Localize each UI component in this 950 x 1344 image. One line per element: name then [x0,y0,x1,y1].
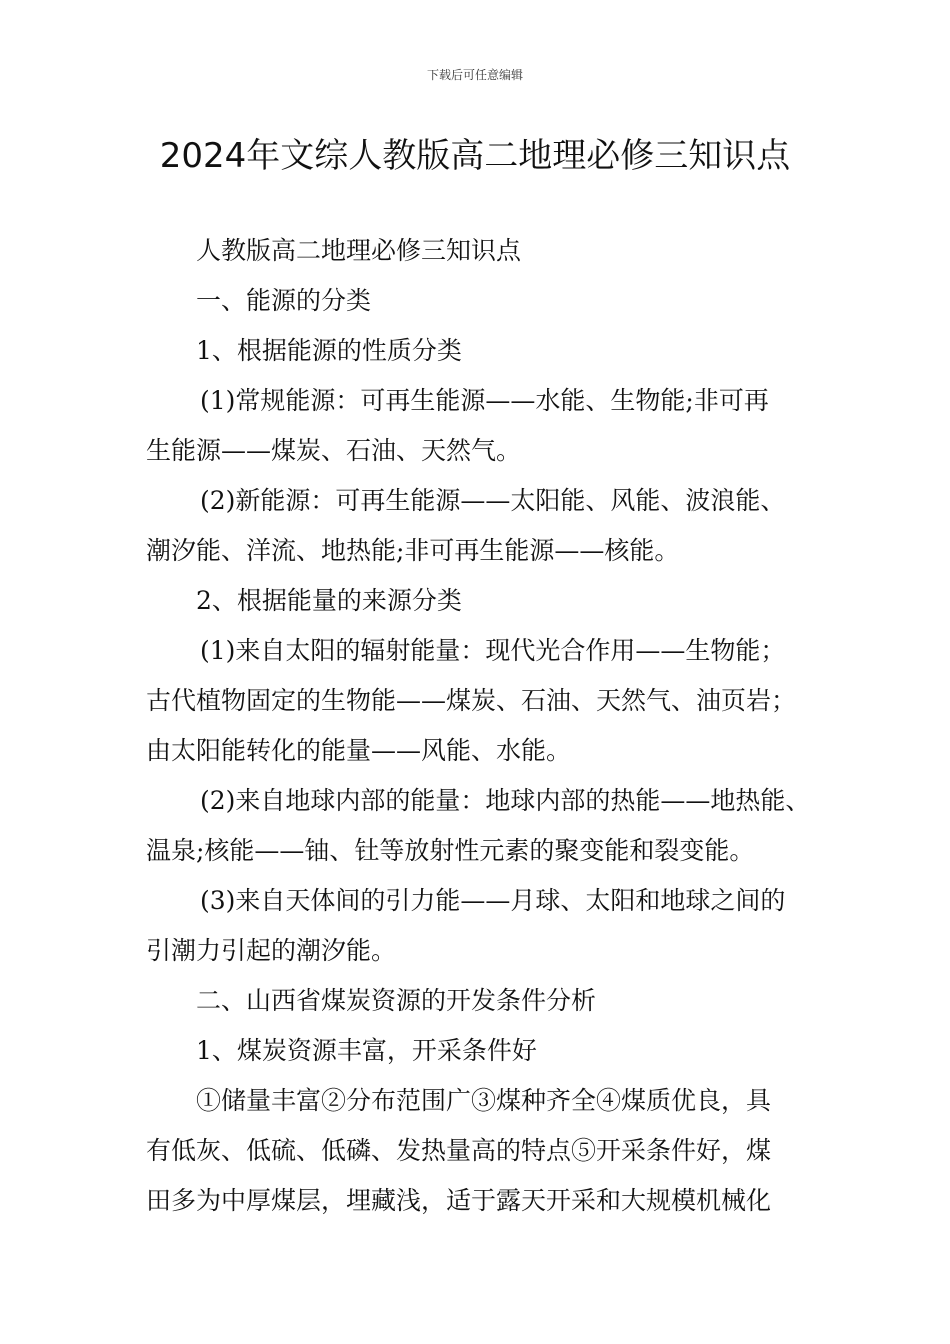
document-title: 2024年文综人教版高二地理必修三知识点 [159,136,791,176]
paragraph-line: 田多为中厚煤层，埋藏浅，适于露天开采和大规模机械化 [146,1186,772,1215]
paragraph-line: 一、能源的分类 [196,286,372,315]
paragraph-line: (1)来自太阳的辐射能量：现代光合作用——生物能； [200,636,786,665]
document-body [146,226,836,1226]
paragraph-line: 引潮力引起的潮汐能。 [146,936,397,965]
paragraph-line: 1、煤炭资源丰富，开采条件好 [196,1036,537,1065]
paragraph-line: 1、根据能源的性质分类 [196,336,462,365]
paragraph-line: (3)来自天体间的引力能——月球、太阳和地球之间的 [200,886,786,915]
paragraph-line: 由太阳能转化的能量——风能、水能。 [146,736,572,765]
paragraph-line: 2、根据能量的来源分类 [196,586,462,615]
header-note: 下载后可任意编辑 [426,68,523,82]
paragraph-line: 古代植物固定的生物能——煤炭、石油、天然气、油页岩； [146,686,797,715]
paragraph-line: 有低灰、低硫、低磷、发热量高的特点⑤开采条件好，煤 [146,1136,772,1165]
paragraph-line: 人教版高二地理必修三知识点 [196,236,522,265]
paragraph-line: (2)新能源：可再生能源——太阳能、风能、波浪能、 [200,486,786,515]
paragraph-line: (2)来自地球内部的能量：地球内部的热能——地热能、 [200,786,811,815]
paragraph-line: 潮汐能、洋流、地热能;非可再生能源——核能。 [146,536,680,565]
paragraph-line: 二、山西省煤炭资源的开发条件分析 [196,986,597,1015]
paragraph-line: 生能源——煤炭、石油、天然气。 [146,436,522,465]
paragraph-line: 温泉;核能——铀、钍等放射性元素的聚变能和裂变能。 [146,836,755,865]
paragraph-line: (1)常规能源：可再生能源——水能、生物能;非可再 [200,386,769,415]
paragraph-line: ①储量丰富②分布范围广③煤种齐全④煤质优良，具 [196,1086,772,1115]
